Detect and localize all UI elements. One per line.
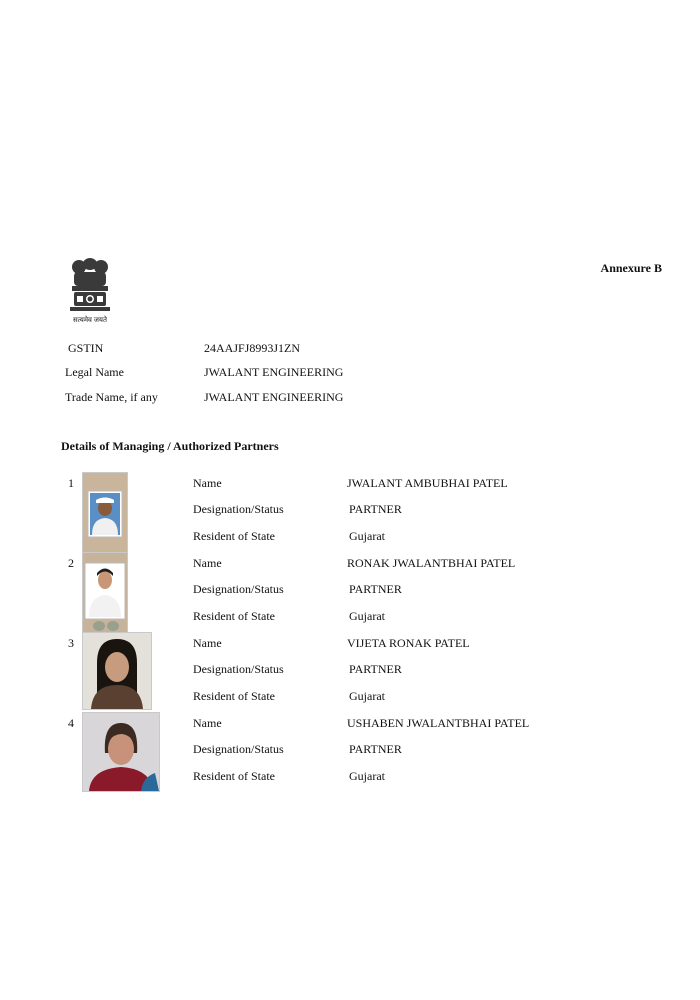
partner-state-value: Gujarat bbox=[349, 609, 385, 623]
emblem-motto: सत्यमेव जयते bbox=[73, 316, 107, 324]
partner-photo bbox=[82, 712, 160, 792]
partner-designation-label: Designation/Status bbox=[193, 662, 284, 676]
partner-photo bbox=[82, 552, 128, 634]
partner-designation-label: Designation/Status bbox=[193, 742, 284, 756]
partner-designation-label: Designation/Status bbox=[193, 582, 284, 596]
partner-designation-value: PARTNER bbox=[349, 502, 402, 516]
partner-state-value: Gujarat bbox=[349, 689, 385, 703]
partner-state-label: Resident of State bbox=[193, 769, 275, 783]
gstin-label: GSTIN bbox=[68, 341, 104, 355]
passport-photo-woman bbox=[83, 713, 159, 791]
partner-state-label: Resident of State bbox=[193, 609, 275, 623]
partner-name-value: VIJETA RONAK PATEL bbox=[347, 636, 470, 650]
partner-index: 4 bbox=[68, 716, 74, 730]
partner-name-value: USHABEN JWALANTBHAI PATEL bbox=[347, 716, 530, 730]
partner-designation-value: PARTNER bbox=[349, 582, 402, 596]
partner-designation-value: PARTNER bbox=[349, 662, 402, 676]
trade-name-value: JWALANT ENGINEERING bbox=[204, 390, 344, 404]
trade-name-label: Trade Name, if any bbox=[65, 390, 158, 404]
partner-name-label: Name bbox=[193, 556, 222, 570]
partner-name-label: Name bbox=[193, 476, 222, 490]
partner-designation-label: Designation/Status bbox=[193, 502, 284, 516]
partner-index: 2 bbox=[68, 556, 74, 570]
partner-designation-value: PARTNER bbox=[349, 742, 402, 756]
partner-state-label: Resident of State bbox=[193, 529, 275, 543]
legal-name-label: Legal Name bbox=[65, 365, 124, 379]
partner-name-value: JWALANT AMBUBHAI PATEL bbox=[347, 476, 508, 490]
annexure-label: Annexure B bbox=[600, 261, 662, 275]
partner-state-value: Gujarat bbox=[349, 529, 385, 543]
legal-name-value: JWALANT ENGINEERING bbox=[204, 365, 344, 379]
partner-index: 1 bbox=[68, 476, 74, 490]
gstin-value: 24AAJFJ8993J1ZN bbox=[204, 341, 301, 355]
partner-photo bbox=[82, 632, 152, 710]
partner-name-value: RONAK JWALANTBHAI PATEL bbox=[347, 556, 516, 570]
partner-state-label: Resident of State bbox=[193, 689, 275, 703]
passport-photo-man bbox=[83, 473, 127, 553]
passport-photo-woman bbox=[83, 633, 151, 709]
partner-name-label: Name bbox=[193, 636, 222, 650]
partner-photo bbox=[82, 472, 128, 554]
partner-state-value: Gujarat bbox=[349, 769, 385, 783]
partners-section-title: Details of Managing / Authorized Partners bbox=[61, 439, 279, 453]
passport-photo-man bbox=[83, 553, 127, 633]
partner-index: 3 bbox=[68, 636, 74, 650]
partner-name-label: Name bbox=[193, 716, 222, 730]
